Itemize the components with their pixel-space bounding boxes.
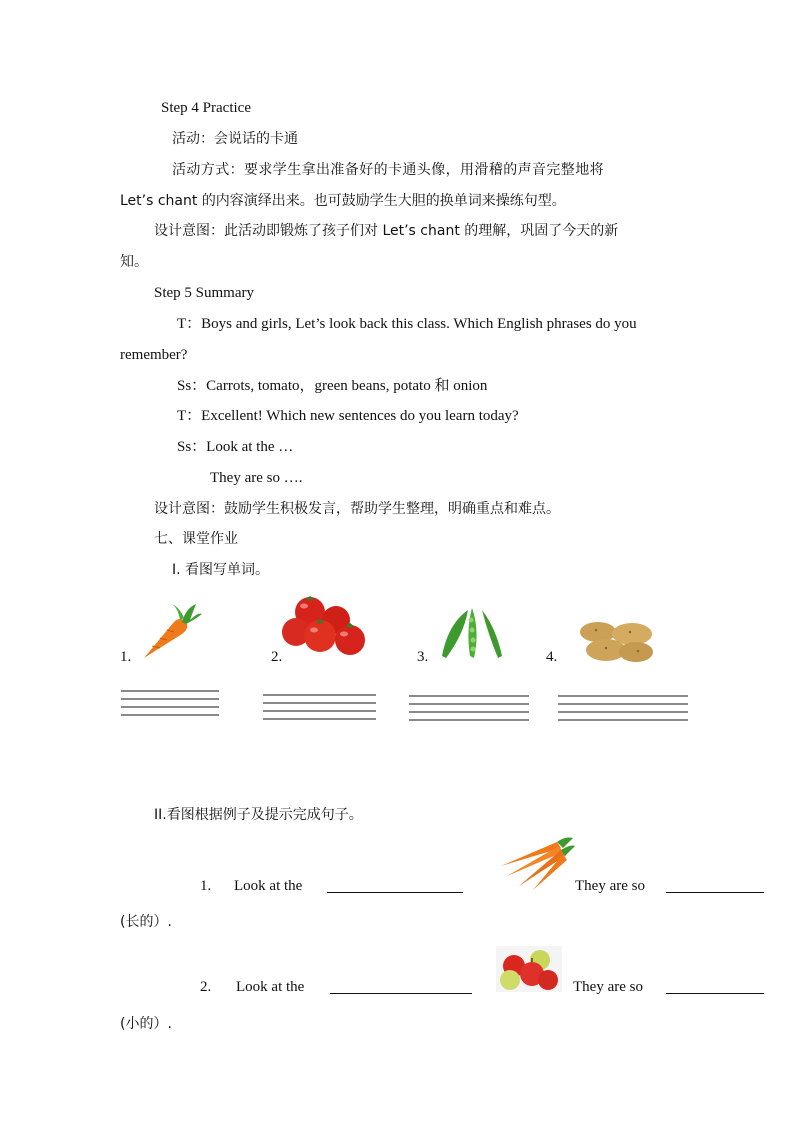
homework-heading: 七、课堂作业 bbox=[154, 531, 238, 547]
part2-num-2: 2. bbox=[200, 979, 212, 995]
apples-icon bbox=[496, 946, 562, 992]
step5-students-line1: Ss：Carrots, tomato，green beans, potato 和 onion bbox=[177, 378, 488, 394]
step5-students-line2: Ss：Look at the … bbox=[177, 439, 294, 455]
step5-intent: 设计意图：鼓励学生积极发言，帮助学生整理，明确重点和难点。 bbox=[154, 501, 560, 517]
part2-title: II.看图根据例子及提示完成句子。 bbox=[154, 807, 363, 823]
answer-lines-1[interactable] bbox=[121, 690, 219, 722]
part2-hint-1: (长的）. bbox=[120, 914, 172, 930]
part2-num-1: 1. bbox=[200, 878, 212, 894]
part2-hint-2: (小的）. bbox=[120, 1016, 172, 1032]
part1-num-1: 1. bbox=[120, 649, 132, 665]
answer-lines-4[interactable] bbox=[558, 695, 688, 727]
step5-teacher-line2: remember? bbox=[120, 347, 188, 363]
answer-lines-3[interactable] bbox=[409, 695, 529, 727]
step4-method-line1: 活动方式：要求学生拿出准备好的卡通头像，用滑稽的声音完整地将 bbox=[172, 162, 604, 178]
blank-adjective-1[interactable] bbox=[666, 892, 764, 893]
blank-adjective-2[interactable] bbox=[666, 993, 764, 994]
carrot-icon bbox=[134, 600, 204, 660]
part1-title: I. 看图写单词。 bbox=[172, 562, 270, 578]
answer-lines-2[interactable] bbox=[263, 694, 376, 726]
part2-look-1: Look at the bbox=[234, 878, 303, 894]
step5-teacher-line1: T：Boys and girls, Let’s look back this class. Which English phrases do you bbox=[177, 316, 637, 332]
tomatoes-icon bbox=[280, 594, 372, 660]
carrots-icon bbox=[499, 836, 575, 890]
blank-object-1[interactable] bbox=[327, 892, 463, 893]
step4-intent-line2: 知。 bbox=[120, 254, 148, 270]
green-beans-icon bbox=[438, 604, 508, 660]
step5-students-line3: They are so …. bbox=[210, 470, 303, 486]
part1-num-2: 2. bbox=[271, 649, 283, 665]
step4-activity: 活动：会说话的卡通 bbox=[172, 131, 298, 147]
step4-intent-line1: 设计意图：此活动即锻炼了孩子们对 Let’s chant 的理解，巩固了今天的新 bbox=[154, 223, 619, 239]
part1-num-4: 4. bbox=[546, 649, 558, 665]
part2-they-2: They are so bbox=[573, 979, 643, 995]
blank-object-2[interactable] bbox=[330, 993, 472, 994]
step5-teacher-line3: T：Excellent! Which new sentences do you learn today? bbox=[177, 408, 519, 424]
part1-num-3: 3. bbox=[417, 649, 429, 665]
part2-they-1: They are so bbox=[575, 878, 645, 894]
step4-method-line2: Let’s chant 的内容演绎出来。也可鼓励学生大胆的换单词来操练句型。 bbox=[120, 193, 566, 209]
potatoes-icon bbox=[576, 618, 658, 664]
step4-title: Step 4 Practice bbox=[161, 100, 251, 116]
part2-look-2: Look at the bbox=[236, 979, 305, 995]
step5-title: Step 5 Summary bbox=[154, 285, 254, 301]
